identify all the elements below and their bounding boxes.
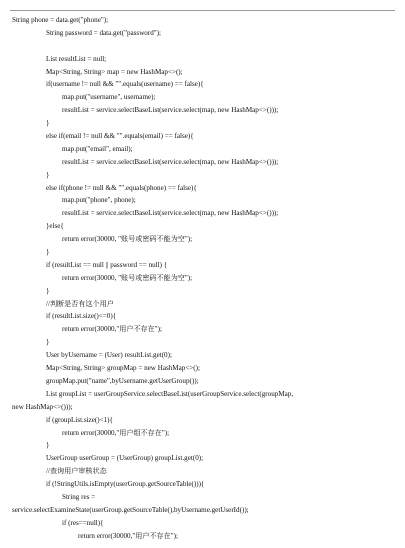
- code-line: groupMap.put("name",byUsername.getUserGroup());: [46, 376, 199, 385]
- code-line: }: [46, 119, 50, 128]
- code-line: String res =: [62, 492, 96, 501]
- code-line: //判断是否有这个用户: [46, 299, 114, 308]
- code-line: List groupList = userGroupService.selectBaseList(userGroupService.select(groupMap,: [46, 389, 294, 398]
- code-line: return error(30000, "账号或密码不能为空");: [62, 235, 193, 244]
- code-line: }: [46, 170, 50, 179]
- code-line: map.put("username", username);: [62, 93, 156, 102]
- code-line: return error(30000, "账号或密码不能为空");: [62, 273, 193, 282]
- code-line: User byUsername = (User) resultList.get(0);: [46, 351, 172, 360]
- code-line: List resultList = null;: [46, 54, 107, 63]
- code-line: return error(30000,"用户组不存在");: [62, 428, 170, 437]
- top-divider: [10, 10, 395, 11]
- code-line: String phone = data.get("phone");: [12, 16, 109, 24]
- code-line: return error(30000,"用户不存在");: [62, 325, 162, 334]
- code-line: }: [46, 248, 50, 257]
- code-line: String password = data.get("password");: [46, 28, 161, 37]
- code-line: map.put("email", email);: [62, 144, 133, 153]
- code-line: Map<String, String> groupMap = new HashMap<>();: [46, 364, 200, 373]
- code-line: new HashMap<>()));: [12, 402, 73, 411]
- code-line: service.selectExamineState(userGroup.getSourceTable(),byUsername.getUserId());: [12, 505, 249, 514]
- code-line: //查询用户审核状态: [46, 467, 107, 476]
- code-line: return error(30000,"用户不存在");: [78, 531, 178, 540]
- code-line: if (groupList.size()<1){: [46, 415, 113, 424]
- code-listing: [0, 14, 405, 543]
- code-line: if (res==null){: [62, 518, 104, 527]
- code-line: if(username != null && "".equals(username) == false){: [46, 80, 204, 89]
- code-line: UserGroup userGroup = (UserGroup) groupList.get(0);: [46, 454, 204, 463]
- code-line: Map<String, String> map = new HashMap<>();: [46, 67, 183, 76]
- code-line: if (resultList == null || password == null) {: [46, 260, 168, 269]
- code-line: resultList = service.selectBaseList(service.select(map, new HashMap<>()));: [62, 209, 279, 218]
- code-line: resultList = service.selectBaseList(service.select(map, new HashMap<>()));: [62, 106, 279, 115]
- code-line: else if(phone != null && "".equals(phone) == false){: [46, 183, 197, 192]
- code-line: map.put("phone", phone);: [62, 196, 136, 205]
- code-line: }: [46, 441, 50, 450]
- code-line: if (!StringUtils.isEmpty(userGroup.getSourceTable())){: [46, 480, 205, 489]
- code-line: resultList = service.selectBaseList(service.select(map, new HashMap<>()));: [62, 157, 279, 166]
- code-line: }: [46, 338, 50, 347]
- code-line: else if(email != null && "".equals(email) == false){: [46, 132, 194, 141]
- code-line: }else{: [46, 222, 64, 231]
- code-line: }: [46, 286, 50, 295]
- code-line: if (resultList.size()<=0){: [46, 312, 117, 321]
- code-line: [0, 40, 405, 53]
